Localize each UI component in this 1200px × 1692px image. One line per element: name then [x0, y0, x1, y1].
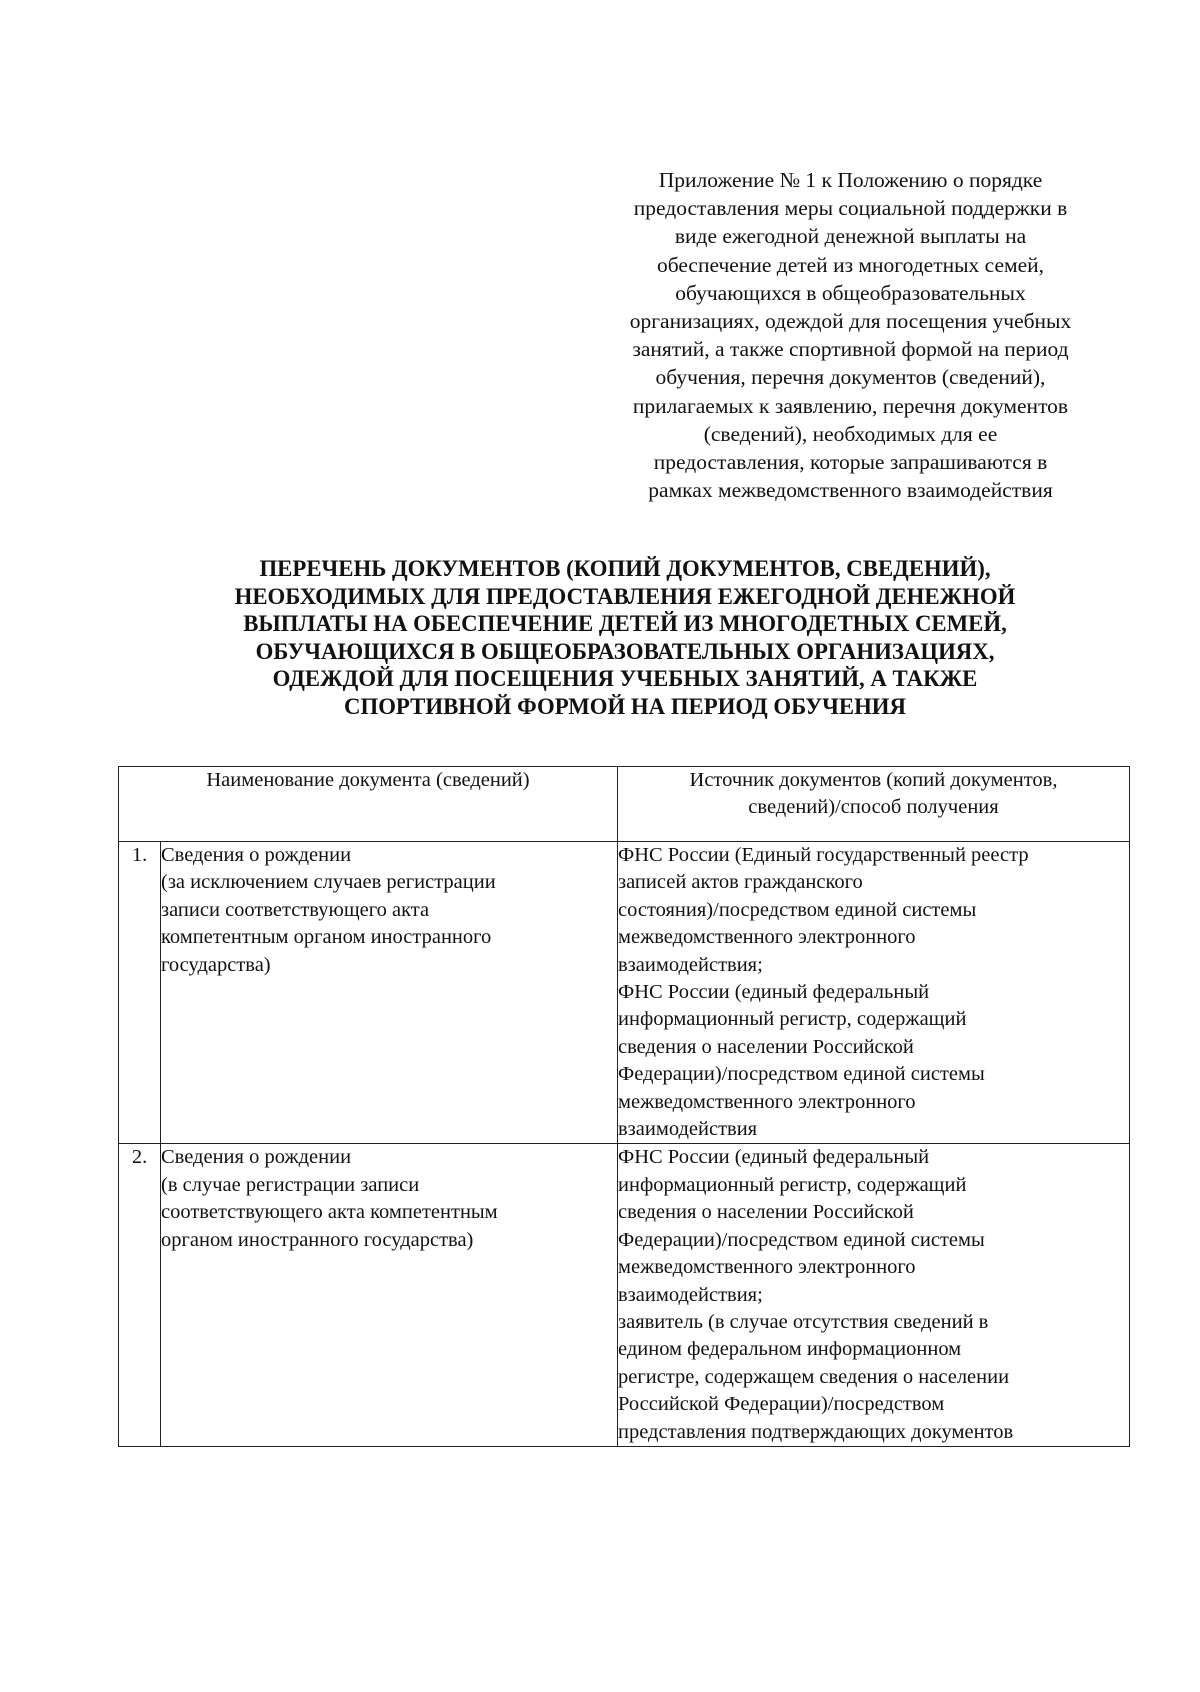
source-line: сведения о населении Российской	[618, 1201, 914, 1224]
name-line: органом иностранного государства)	[161, 1228, 474, 1251]
source-line: Федерации)/посредством единой системы	[618, 1063, 985, 1086]
appendix-line: рамках межведомственного взаимодействия	[648, 478, 1053, 503]
documents-table	[118, 766, 1130, 1447]
row-document-source	[618, 842, 1130, 1144]
source-line: взаимодействия	[618, 1118, 758, 1141]
title-line: ОБУЧАЮЩИХСЯ В ОБЩЕОБРАЗОВАТЕЛЬНЫХ ОРГАНИЗАЦИЯХ,	[255, 638, 995, 664]
title-line: ОДЕЖДОЙ ДЛЯ ПОСЕЩЕНИЯ УЧЕБНЫХ ЗАНЯТИЙ, А ТАКЖЕ	[272, 666, 978, 692]
header-document-source	[618, 767, 1130, 842]
table-header-row	[119, 767, 1130, 842]
table-row	[119, 842, 1130, 1144]
row-document-source	[618, 1144, 1130, 1446]
source-line: ФНС России (единый федеральный	[618, 1146, 930, 1169]
appendix-line: обучающихся в общеобразовательных	[675, 280, 1026, 305]
source-line: ФНС России (единый федеральный	[618, 981, 930, 1004]
source-line: едином федеральном информационном	[618, 1338, 962, 1361]
name-line: записи соответствующего акта	[161, 898, 430, 921]
source-line: ФНС России (Единый государственный реестр	[618, 844, 1029, 866]
name-line: Сведения о рождении	[161, 1146, 352, 1169]
row-document-name	[161, 842, 618, 1144]
source-line: межведомственного электронного	[618, 1090, 916, 1113]
source-line: Российской Федерации)/посредством	[618, 1393, 945, 1416]
source-line: Федерации)/посредством единой системы	[618, 1228, 985, 1251]
name-line: (в случае регистрации записи	[161, 1173, 420, 1196]
source-line: межведомственного электронного	[618, 1256, 916, 1279]
name-line: компетентным органом иностранного	[161, 926, 492, 949]
table-row	[119, 1144, 1130, 1446]
name-line: государства)	[161, 953, 271, 976]
appendix-note	[578, 166, 1123, 504]
appendix-line: (сведений), необходимых для ее	[703, 421, 998, 446]
appendix-line: виде ежегодной денежной выплаты на	[674, 224, 1027, 249]
appendix-line: организациях, одеждой для посещения учебных	[629, 309, 1072, 334]
source-line: межведомственного электронного	[618, 926, 916, 949]
appendix-line: предоставления меры социальной поддержки в	[633, 196, 1068, 221]
header-source-line: Источник документов (копий документов,	[689, 769, 1058, 791]
row-number: 1.	[119, 842, 161, 1144]
title-line: НЕОБХОДИМЫХ ДЛЯ ПРЕДОСТАВЛЕНИЯ ЕЖЕГОДНОЙ ДЕНЕЖНОЙ	[234, 583, 1016, 609]
appendix-line: прилагаемых к заявлению, перечня документов	[632, 393, 1069, 418]
name-line: Сведения о рождении	[161, 844, 352, 866]
source-line: взаимодействия;	[618, 1283, 763, 1306]
name-line: соответствующего акта компетентным	[161, 1201, 498, 1224]
source-line: записей актов гражданского	[618, 871, 863, 894]
source-line: взаимодействия;	[618, 953, 763, 976]
row-number: 2.	[119, 1144, 161, 1446]
source-line: информационный регистр, содержащий	[618, 1008, 967, 1031]
source-line: регистре, содержащем сведения о населении	[618, 1365, 1010, 1388]
source-line: заявитель (в случае отсутствия сведений в	[618, 1310, 989, 1333]
title-line: ПЕРЕЧЕНЬ ДОКУМЕНТОВ (КОПИЙ ДОКУМЕНТОВ, СВЕДЕНИЙ),	[259, 556, 991, 581]
source-line: состояния)/посредством единой системы	[618, 898, 977, 921]
source-line: сведения о населении Российской	[618, 1035, 914, 1058]
source-line: представления подтверждающих документов	[618, 1420, 1014, 1443]
appendix-line: обеспечение детей из многодетных семей,	[656, 252, 1045, 277]
appendix-line: предоставления, которые запрашиваются в	[653, 450, 1048, 475]
header-source-line: сведений)/способ получения	[748, 796, 999, 819]
appendix-line: занятий, а также спортивной формой на период	[632, 337, 1069, 362]
header-document-name: Наименование документа (сведений)	[119, 767, 618, 842]
document-title	[130, 555, 1120, 721]
appendix-line: обучения, перечня документов (сведений),	[655, 365, 1046, 390]
name-line: (за исключением случаев регистрации	[161, 871, 496, 894]
title-line: СПОРТИВНОЙ ФОРМОЙ НА ПЕРИОД ОБУЧЕНИЯ	[344, 693, 906, 719]
title-line: ВЫПЛАТЫ НА ОБЕСПЕЧЕНИЕ ДЕТЕЙ ИЗ МНОГОДЕТНЫХ СЕМЕЙ,	[243, 611, 1007, 637]
appendix-line: Приложение № 1 к Положению о порядке	[658, 168, 1043, 192]
source-line: информационный регистр, содержащий	[618, 1173, 967, 1196]
row-document-name	[161, 1144, 618, 1446]
